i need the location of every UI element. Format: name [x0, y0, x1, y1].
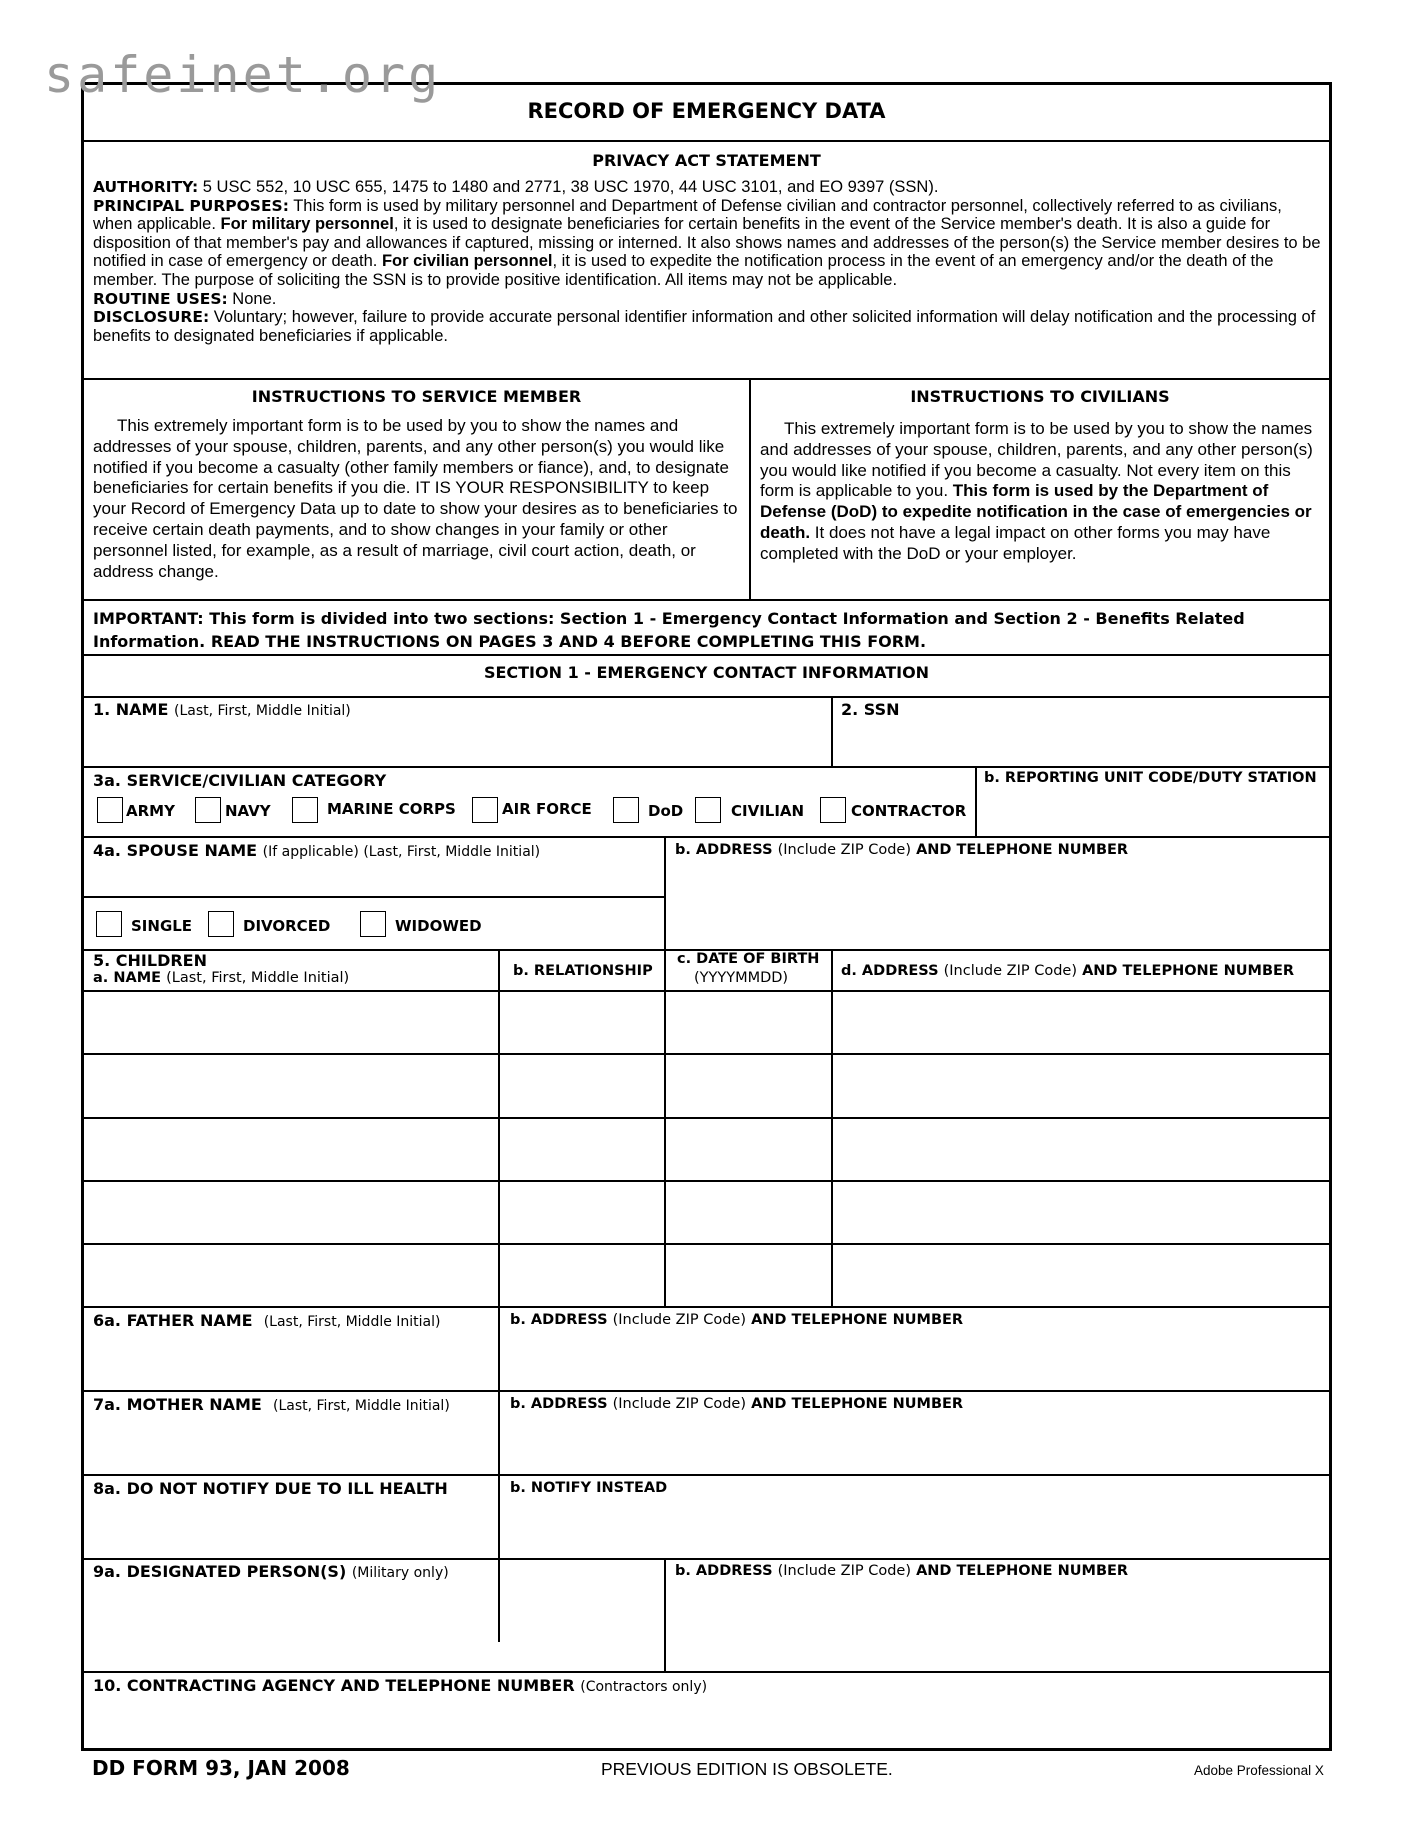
divorced-checkbox[interactable] — [208, 911, 234, 937]
important-line-1: IMPORTANT: This form is divided into two sections: Section 1 - Emergency Contact Information and Section 2 - Benefits Related — [93, 609, 1245, 628]
widowed-label: WIDOWED — [395, 917, 482, 935]
mother-address-input[interactable] — [501, 1417, 1327, 1471]
ssn-input[interactable] — [834, 721, 1324, 767]
privacy-heading: PRIVACY ACT STATEMENT — [592, 151, 821, 170]
do-not-notify-label: 8a. DO NOT NOTIFY DUE TO ILL HEALTH — [93, 1479, 448, 1498]
designated-person-input[interactable] — [86, 1585, 660, 1669]
divider — [84, 696, 1329, 698]
table-row[interactable] — [834, 992, 1328, 1302]
designated-address-label: b. ADDRESS (Include ZIP Code) AND TELEPHONE NUMBER — [675, 1563, 1129, 1579]
army-label: ARMY — [126, 802, 175, 820]
divider — [831, 696, 833, 766]
mother-name-label: 7a. MOTHER NAME (Last, First, Middle Initial) — [93, 1395, 450, 1414]
reporting-unit-input[interactable] — [978, 791, 1328, 835]
member-instructions-heading: INSTRUCTIONS TO SERVICE MEMBER — [251, 387, 582, 406]
divider — [84, 140, 1329, 142]
purposes-text-3: , it is used to expedite the notification process in the event of an emergency and/or the death of the member. The purpose of soliciting the SSN is to provide positive identification. All items may not be applicable. — [93, 252, 1274, 289]
father-address-input[interactable] — [501, 1333, 1327, 1387]
emergency-data-form — [81, 82, 1332, 1751]
ssn-field-label: 2. SSN — [841, 700, 900, 719]
disclosure-text: Voluntary; however, failure to provide accurate personal identifier information and other solicited information will delay notification and the processing of benefits to designated beneficiaries if applicable. — [93, 308, 1316, 345]
purposes-label: PRINCIPAL PURPOSES: — [93, 196, 289, 215]
authority-text: 5 USC 552, 10 USC 655, 1475 to 1480 and 2771, 38 USC 1970, 44 USC 3101, and EO 9397 (SSN). — [202, 178, 939, 196]
divider — [84, 654, 1329, 656]
divider — [749, 378, 751, 599]
edition-notice: PREVIOUS EDITION IS OBSOLETE. — [601, 1759, 893, 1779]
do-not-notify-input[interactable] — [86, 1501, 496, 1555]
child-dob-header: c. DATE OF BIRTH — [677, 951, 820, 967]
divider — [84, 1390, 1329, 1392]
air-force-label: AIR FORCE — [502, 800, 592, 818]
purposes-military: For military personnel — [220, 215, 394, 234]
software-note: Adobe Professional X — [1194, 1763, 1324, 1778]
contracting-agency-label: 10. CONTRACTING AGENCY AND TELEPHONE NUMBER (Contractors only) — [93, 1676, 708, 1695]
name-field-label: 1. NAME (Last, First, Middle Initial) — [93, 700, 351, 719]
notify-instead-label: b. NOTIFY INSTEAD — [510, 1480, 668, 1496]
purposes-text-2: , it is used to designate beneficiaries for certain benefits in the event of the Service member's death. It is also a guide for disposition of that member's pay and allowances if captured, missing or interned. It also shows names and addresses of the person(s) the Service member desires to be notified in case of emergency or death. — [93, 215, 1321, 271]
mother-address-label: b. ADDRESS (Include ZIP Code) AND TELEPHONE NUMBER — [510, 1396, 964, 1412]
spouse-name-label: 4a. SPOUSE NAME (If applicable) (Last, First, Middle Initial) — [93, 841, 541, 860]
name-input[interactable] — [86, 721, 746, 767]
divider — [84, 836, 1329, 838]
spouse-address-input[interactable] — [667, 863, 1327, 947]
notify-instead-input[interactable] — [501, 1501, 1327, 1555]
divider — [498, 949, 500, 1306]
category-label: 3a. SERVICE/CIVILIAN CATEGORY — [93, 771, 387, 790]
mother-name-input[interactable] — [86, 1417, 496, 1471]
table-row[interactable] — [86, 992, 496, 1302]
purposes-text: This form is used by military personnel and Department of Defense civilian and contractor personnel, collectively referred to as civilians, when applicable. — [93, 196, 1282, 234]
divider — [84, 1306, 1329, 1308]
table-row[interactable] — [667, 992, 828, 1302]
civilian-instructions-text — [760, 419, 1321, 565]
civilian-text-1: This extremely important form is to be used by you to show the names and addresses of your spouse, children, parents, and any other person(s) you would like notified if you become a casualty. Not every item on this form is applicable to you. — [760, 419, 1313, 501]
single-label: SINGLE — [131, 917, 193, 935]
divider — [831, 949, 833, 1306]
child-address-header: d. ADDRESS (Include ZIP Code) AND TELEPHONE NUMBER — [841, 963, 1295, 979]
privacy-statement — [93, 178, 1321, 345]
single-checkbox[interactable] — [96, 911, 122, 937]
purposes-civilian: For civilian personnel — [381, 252, 553, 271]
army-checkbox[interactable] — [97, 797, 123, 823]
important-notice — [93, 607, 1245, 653]
father-name-input[interactable] — [86, 1333, 496, 1387]
designated-address-input[interactable] — [667, 1585, 1327, 1669]
civilian-checkbox[interactable] — [695, 797, 721, 823]
divider — [84, 766, 1329, 768]
disclosure-label: DISCLOSURE: — [93, 308, 210, 327]
children-label: 5. CHILDREN — [93, 951, 207, 970]
contractor-label: CONTRACTOR — [851, 802, 967, 820]
divorced-label: DIVORCED — [243, 917, 331, 935]
widowed-checkbox[interactable] — [360, 911, 386, 937]
routine-label: ROUTINE USES: — [93, 289, 228, 308]
child-dob-format: (YYYYMMDD) — [694, 970, 789, 986]
form-title: RECORD OF EMERGENCY DATA — [527, 99, 886, 123]
civilian-text-bold: This form is used by the Department of Defense (DoD) to expedite notification in the case of emergencies or death. — [760, 481, 1312, 542]
contractor-checkbox[interactable] — [820, 797, 846, 823]
divider — [84, 1474, 1329, 1476]
important-line-2: Information. READ THE INSTRUCTIONS ON PAGES 3 AND 4 BEFORE COMPLETING THIS FORM. — [93, 632, 927, 651]
member-instructions-text: This extremely important form is to be used by you to show the names and addresses of your spouse, children, parents, and any other person(s) you would like notified if you become a casualty (other family members or fiance), and, to designate beneficiaries for certain benefits if you die. IT IS YOUR RESPONSIBILITY to keep your Record of Emergency Data up to date to show your desires as to beneficiaries to receive certain death payments, and to show changes in your family or other personnel listed, for example, as a result of marriage, civil court action, death, or address change. — [93, 416, 738, 581]
divider — [84, 896, 664, 898]
divider — [664, 1558, 666, 1671]
child-relationship-header: b. RELATIONSHIP — [513, 963, 653, 979]
table-row[interactable] — [501, 992, 661, 1302]
divider — [84, 1558, 1329, 1560]
spouse-address-label: b. ADDRESS (Include ZIP Code) AND TELEPHONE NUMBER — [675, 842, 1129, 858]
dod-label: DoD — [648, 802, 684, 820]
child-name-header: a. NAME (Last, First, Middle Initial) — [93, 970, 350, 986]
divider — [84, 599, 1329, 601]
contracting-agency-input[interactable] — [86, 1697, 1326, 1747]
divider — [664, 836, 666, 949]
dod-checkbox[interactable] — [613, 797, 639, 823]
reporting-unit-label: b. REPORTING UNIT CODE/DUTY STATION — [984, 770, 1317, 786]
watermark: safeinet.org — [44, 46, 442, 104]
routine-text: None. — [232, 289, 277, 308]
father-name-label: 6a. FATHER NAME (Last, First, Middle Initial) — [93, 1311, 441, 1330]
authority-label: AUTHORITY: — [93, 178, 199, 196]
navy-label: NAVY — [225, 802, 271, 820]
divider — [975, 766, 977, 836]
air-force-checkbox[interactable] — [472, 797, 498, 823]
divider — [664, 949, 666, 1306]
marine-corps-checkbox[interactable] — [292, 797, 318, 823]
form-id: DD FORM 93, JAN 2008 — [92, 1756, 350, 1780]
father-address-label: b. ADDRESS (Include ZIP Code) AND TELEPHONE NUMBER — [510, 1312, 964, 1328]
spouse-name-input[interactable] — [86, 863, 660, 895]
divider — [84, 378, 1329, 380]
section1-heading: SECTION 1 - EMERGENCY CONTACT INFORMATION — [483, 663, 930, 682]
civilian-text-2: It does not have a legal impact on other forms you may have completed with the DoD or your employer. — [760, 522, 1271, 563]
marine-corps-label: MARINE CORPS — [327, 800, 456, 818]
navy-checkbox[interactable] — [195, 797, 221, 823]
civilian-label: CIVILIAN — [731, 802, 805, 820]
divider — [84, 1671, 1329, 1673]
civilian-instructions-heading: INSTRUCTIONS TO CIVILIANS — [910, 387, 1170, 406]
designated-person-label: 9a. DESIGNATED PERSON(S) (Military only) — [93, 1562, 449, 1581]
